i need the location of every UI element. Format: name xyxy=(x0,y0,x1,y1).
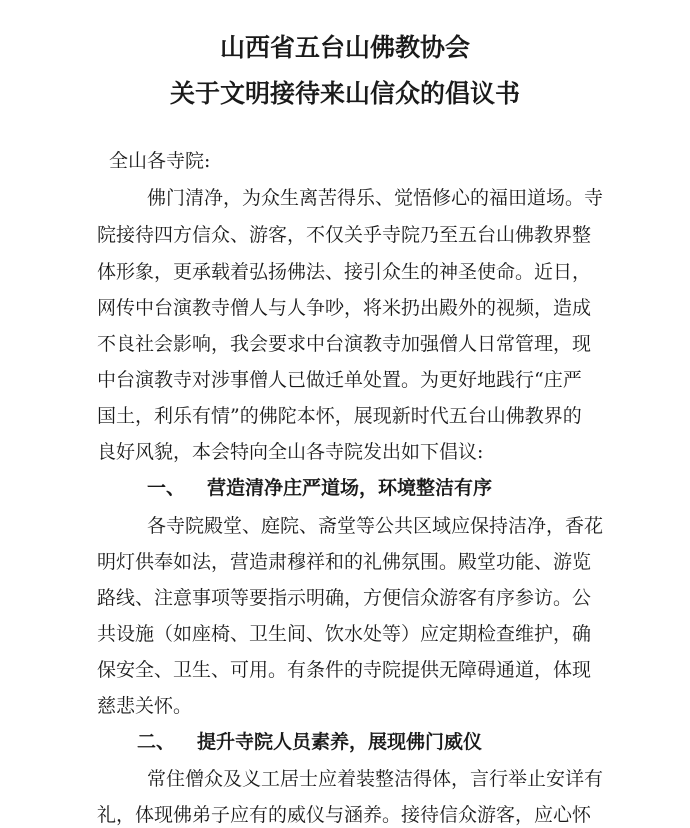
section-1-title: 营造清净庄严道场，环境整洁有序 xyxy=(207,477,493,499)
document-title-line-2: 关于文明接待来山信众的倡议书 xyxy=(169,79,520,108)
section-1-line: 明灯供奉如法，营造肃穆祥和的礼佛氛围。殿堂功能、游览 xyxy=(97,551,592,573)
salutation: 全山各寺院: xyxy=(109,150,211,172)
section-2-number: 二、 xyxy=(137,731,176,753)
section-1-heading xyxy=(147,477,492,499)
paragraph-1-line: 国土，利乐有情”的佛陀本怀，展现新时代五台山佛教界的 xyxy=(97,405,582,427)
document-title-line-1: 山西省五台山佛教协会 xyxy=(219,33,470,62)
paragraph-1-line: 佛门清净，为众生离苦得乐、觉悟修心的福田道场。寺 xyxy=(147,187,604,209)
paragraph-1-line: 良好风貌，本会特向全山各寺院发出如下倡议: xyxy=(97,441,484,463)
section-1-number: 一、 xyxy=(147,477,186,499)
section-2-line: 礼，体现佛弟子应有的威仪与涵养。接待信众游客，应心怀 xyxy=(97,804,592,826)
paragraph-1-line: 院接待四方信众、游客，不仅关乎寺院乃至五台山佛教界整 xyxy=(97,224,592,246)
section-1-line: 路线、注意事项等要指示明确，方便信众游客有序参访。公 xyxy=(97,587,592,609)
section-2-line: 常住僧众及义工居士应着装整洁得体，言行举止安详有 xyxy=(147,768,604,790)
paragraph-1-line: 中台演教寺对涉事僧人已做迁单处置。为更好地践行“庄严 xyxy=(97,369,582,391)
section-2-heading xyxy=(137,731,482,753)
paragraph-1-line: 不良社会影响，我会要求中台演教寺加强僧人日常管理，现 xyxy=(97,333,592,355)
section-2-title: 提升寺院人员素养，展现佛门威仪 xyxy=(197,731,483,753)
section-1-line: 各寺院殿堂、庭院、斋堂等公共区域应保持洁净，香花 xyxy=(147,515,604,537)
section-1-line: 慈悲关怀。 xyxy=(97,695,193,717)
paragraph-1-line: 网传中台演教寺僧人与人争吵，将米扔出殿外的视频，造成 xyxy=(97,297,592,319)
paragraph-1-line: 体形象，更承载着弘扬佛法、接引众生的神圣使命。近日， xyxy=(97,261,592,283)
section-1-line: 共设施（如座椅、卫生间、饮水处等）应定期检查维护，确 xyxy=(97,623,592,645)
section-1-line: 保安全、卫生、可用。有条件的寺院提供无障碍通道，体现 xyxy=(97,659,592,681)
